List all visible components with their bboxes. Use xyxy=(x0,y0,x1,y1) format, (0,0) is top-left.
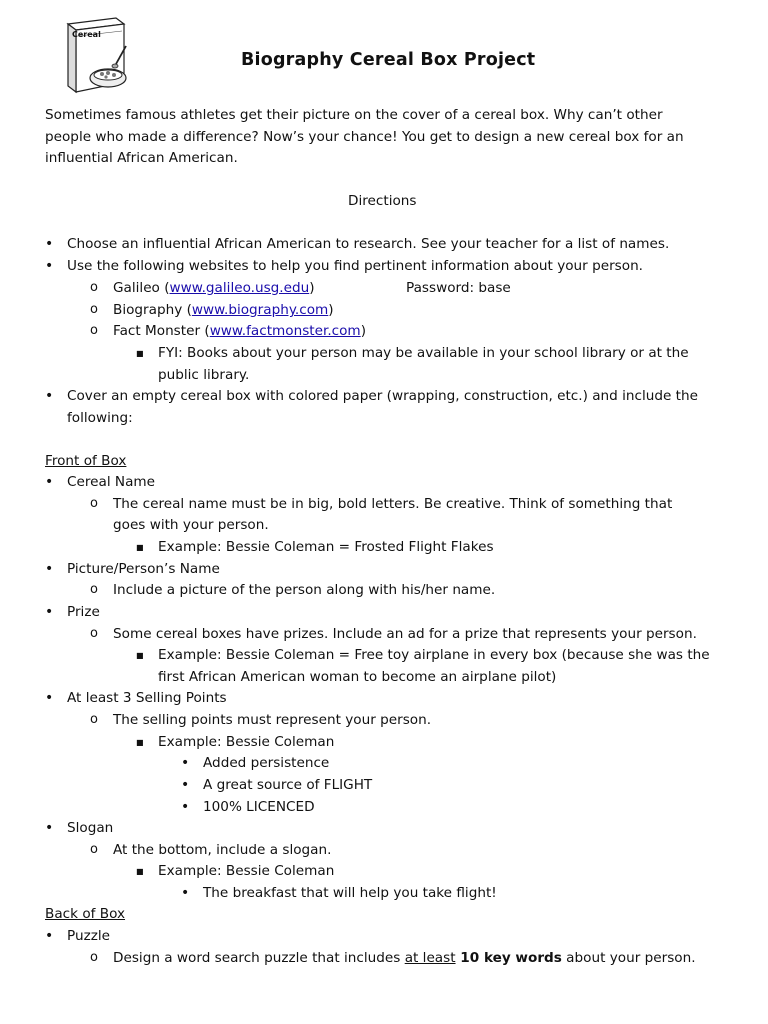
selling-point-1: Added persistence xyxy=(203,755,330,771)
galileo-link[interactable]: www.galileo.usg.edu xyxy=(169,280,310,296)
circle-bullet-icon: o xyxy=(90,626,98,641)
bullet-icon: • xyxy=(181,777,190,793)
cereal-logo-label: Cereal xyxy=(72,30,101,39)
galileo-label: Galileo ( xyxy=(113,280,170,296)
puzzle-desc-bold: 10 key words xyxy=(455,950,562,966)
page-title: Biography Cereal Box Project xyxy=(241,50,536,70)
bullet-cover-line-2: following: xyxy=(67,410,133,426)
factmonster-label: Fact Monster ( xyxy=(113,323,210,339)
factmonster-link[interactable]: www.factmonster.com xyxy=(209,323,361,339)
picture-desc: Include a picture of the person along with his/her name. xyxy=(113,582,496,598)
bullet-icon: • xyxy=(45,928,54,944)
square-bullet-icon: ■ xyxy=(136,867,144,876)
galileo-close: ) xyxy=(309,280,315,296)
bullet-icon: • xyxy=(45,561,54,577)
bullet-icon: • xyxy=(181,885,190,901)
picture-item: Picture/Person’s Name xyxy=(67,561,220,577)
bullet-icon: • xyxy=(45,388,54,404)
puzzle-desc-pre: Design a word search puzzle that includes xyxy=(113,950,405,966)
circle-bullet-icon: o xyxy=(90,496,98,511)
square-bullet-icon: ■ xyxy=(136,349,144,358)
bullet-choose: Choose an influential African American to research. See your teacher for a list of names. xyxy=(67,236,670,252)
square-bullet-icon: ■ xyxy=(136,543,144,552)
circle-bullet-icon: o xyxy=(90,280,98,295)
circle-bullet-icon: o xyxy=(90,302,98,317)
puzzle-desc xyxy=(113,950,696,966)
cereal-name-example: Example: Bessie Coleman = Frosted Flight Flakes xyxy=(158,539,494,555)
selling-point-3: 100% LICENCED xyxy=(203,799,315,815)
galileo-item xyxy=(113,280,315,296)
intro-line-1: Sometimes famous athletes get their picture on the cover of a cereal box. Why can’t other xyxy=(45,107,663,123)
bullet-icon: • xyxy=(181,755,190,771)
fyi-line-1: FYI: Books about your person may be available in your school library or at the xyxy=(158,345,689,361)
circle-bullet-icon: o xyxy=(90,582,98,597)
biography-close: ) xyxy=(328,302,334,318)
slogan-desc: At the bottom, include a slogan. xyxy=(113,842,332,858)
selling-point-2: A great source of FLIGHT xyxy=(203,777,373,793)
directions-heading: Directions xyxy=(348,193,417,209)
cereal-name-desc-1: The cereal name must be in big, bold letters. Be creative. Think of something that xyxy=(113,496,673,512)
bullet-icon: • xyxy=(45,820,54,836)
slogan-item: Slogan xyxy=(67,820,114,836)
cereal-box-icon xyxy=(64,16,130,96)
bullet-icon: • xyxy=(45,690,54,706)
intro-line-3: influential African American. xyxy=(45,150,238,166)
slogan-text: The breakfast that will help you take flight! xyxy=(203,885,497,901)
puzzle-desc-post: about your person. xyxy=(561,950,696,966)
bullet-icon: • xyxy=(45,474,54,490)
factmonster-item xyxy=(113,323,366,339)
circle-bullet-icon: o xyxy=(90,950,98,965)
puzzle-item: Puzzle xyxy=(67,928,110,944)
prize-example-2: first African American woman to become an airplane pilot) xyxy=(158,669,557,685)
prize-example-1: Example: Bessie Coleman = Free toy airplane in every box (because she was the xyxy=(158,647,710,663)
fyi-line-2: public library. xyxy=(158,367,250,383)
square-bullet-icon: ■ xyxy=(136,738,144,747)
galileo-password: Password: base xyxy=(406,280,511,296)
intro-line-2: people who made a difference? Now’s your chance! You get to design a new cereal box for an xyxy=(45,129,684,145)
cereal-name-item: Cereal Name xyxy=(67,474,156,490)
bullet-icon: • xyxy=(45,604,54,620)
prize-desc: Some cereal boxes have prizes. Include an ad for a prize that represents your person. xyxy=(113,626,697,642)
front-of-box-heading: Front of Box xyxy=(45,453,127,469)
selling-points-example: Example: Bessie Coleman xyxy=(158,734,335,750)
square-bullet-icon: ■ xyxy=(136,651,144,660)
selling-points-item: At least 3 Selling Points xyxy=(67,690,227,706)
circle-bullet-icon: o xyxy=(90,842,98,857)
selling-points-desc: The selling points must represent your person. xyxy=(113,712,432,728)
slogan-example: Example: Bessie Coleman xyxy=(158,863,335,879)
back-of-box-heading: Back of Box xyxy=(45,906,126,922)
puzzle-desc-underlined: at least xyxy=(404,950,456,966)
prize-item: Prize xyxy=(67,604,100,620)
bullet-icon: • xyxy=(181,799,190,815)
circle-bullet-icon: o xyxy=(90,323,98,338)
bullet-icon: • xyxy=(45,258,54,274)
biography-item xyxy=(113,302,334,318)
bullet-icon: • xyxy=(45,236,54,252)
bullet-cover-line-1: Cover an empty cereal box with colored paper (wrapping, construction, etc.) and include the xyxy=(67,388,698,404)
biography-link[interactable]: www.biography.com xyxy=(191,302,329,318)
biography-label: Biography ( xyxy=(113,302,192,318)
bullet-websites: Use the following websites to help you find pertinent information about your person. xyxy=(67,258,644,274)
cereal-name-desc-2: goes with your person. xyxy=(113,517,269,533)
circle-bullet-icon: o xyxy=(90,712,98,727)
factmonster-close: ) xyxy=(360,323,366,339)
